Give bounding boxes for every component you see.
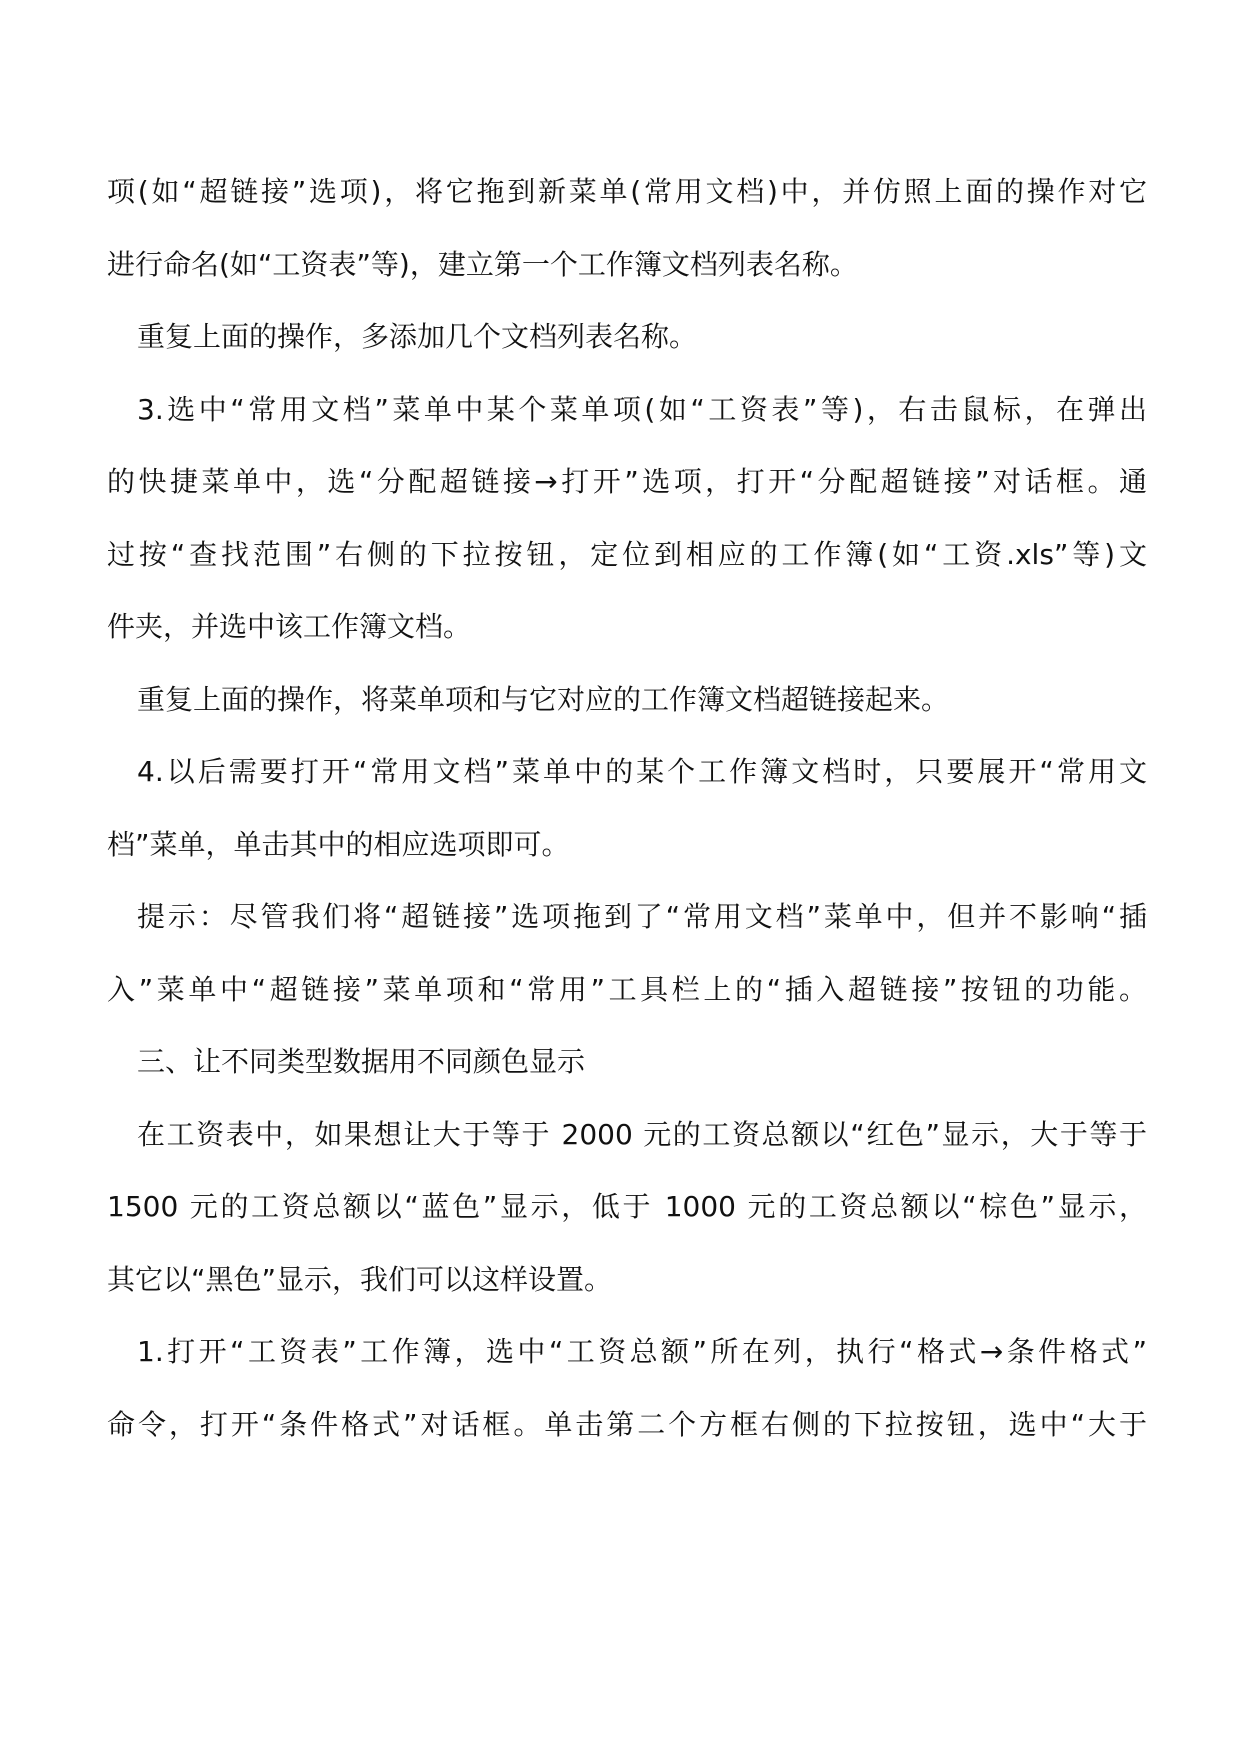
text-line-9: 4.以后需要打开“常用文档”菜单中的某个工作簿文档时，只要展开“常用文 (137, 755, 1147, 788)
text-line-12: 入”菜单中“超链接”菜单项和“常用”工具栏上的“插入超链接”按钮的功能。 (107, 973, 1147, 1006)
text-line-4: 3.选中“常用文档”菜单中某个菜单项(如“工资表”等)，右击鼠标，在弹出 (137, 393, 1147, 426)
text-line-10: 档”菜单，单击其中的相应选项即可。 (107, 828, 570, 861)
text-line-7: 件夹，并选中该工作簿文档。 (107, 610, 472, 643)
text-line-5: 的快捷菜单中，选“分配超链接→打开”选项，打开“分配超链接”对话框。通 (107, 465, 1147, 498)
text-line-11: 提示：尽管我们将“超链接”选项拖到了“常用文档”菜单中，但并不影响“插 (137, 900, 1147, 933)
text-line-6: 过按“查找范围”右侧的下拉按钮，定位到相应的工作簿(如“工资.xls”等)文 (107, 538, 1147, 571)
text-line-14: 在工资表中，如果想让大于等于 2000 元的工资总额以“红色”显示，大于等于 (137, 1118, 1147, 1151)
text-line-16: 其它以“黑色”显示，我们可以这样设置。 (107, 1263, 613, 1296)
text-line-17: 1.打开“工资表”工作簿，选中“工资总额”所在列，执行“格式→条件格式” (137, 1335, 1147, 1368)
text-line-1: 项(如“超链接”选项)，将它拖到新菜单(常用文档)中，并仿照上面的操作对它 (107, 175, 1147, 208)
text-line-3: 重复上面的操作，多添加几个文档列表名称。 (137, 320, 698, 353)
text-line-18: 命令，打开“条件格式”对话框。单击第二个方框右侧的下拉按钮，选中“大于 (107, 1408, 1147, 1441)
section-heading: 三、让不同类型数据用不同颜色显示 (137, 1045, 586, 1078)
text-line-8: 重复上面的操作，将菜单项和与它对应的工作簿文档超链接起来。 (137, 683, 950, 716)
text-line-15: 1500 元的工资总额以“蓝色”显示，低于 1000 元的工资总额以“棕色”显示， (107, 1190, 1147, 1223)
text-line-2: 进行命名(如“工资表”等)，建立第一个工作簿文档列表名称。 (107, 248, 858, 281)
